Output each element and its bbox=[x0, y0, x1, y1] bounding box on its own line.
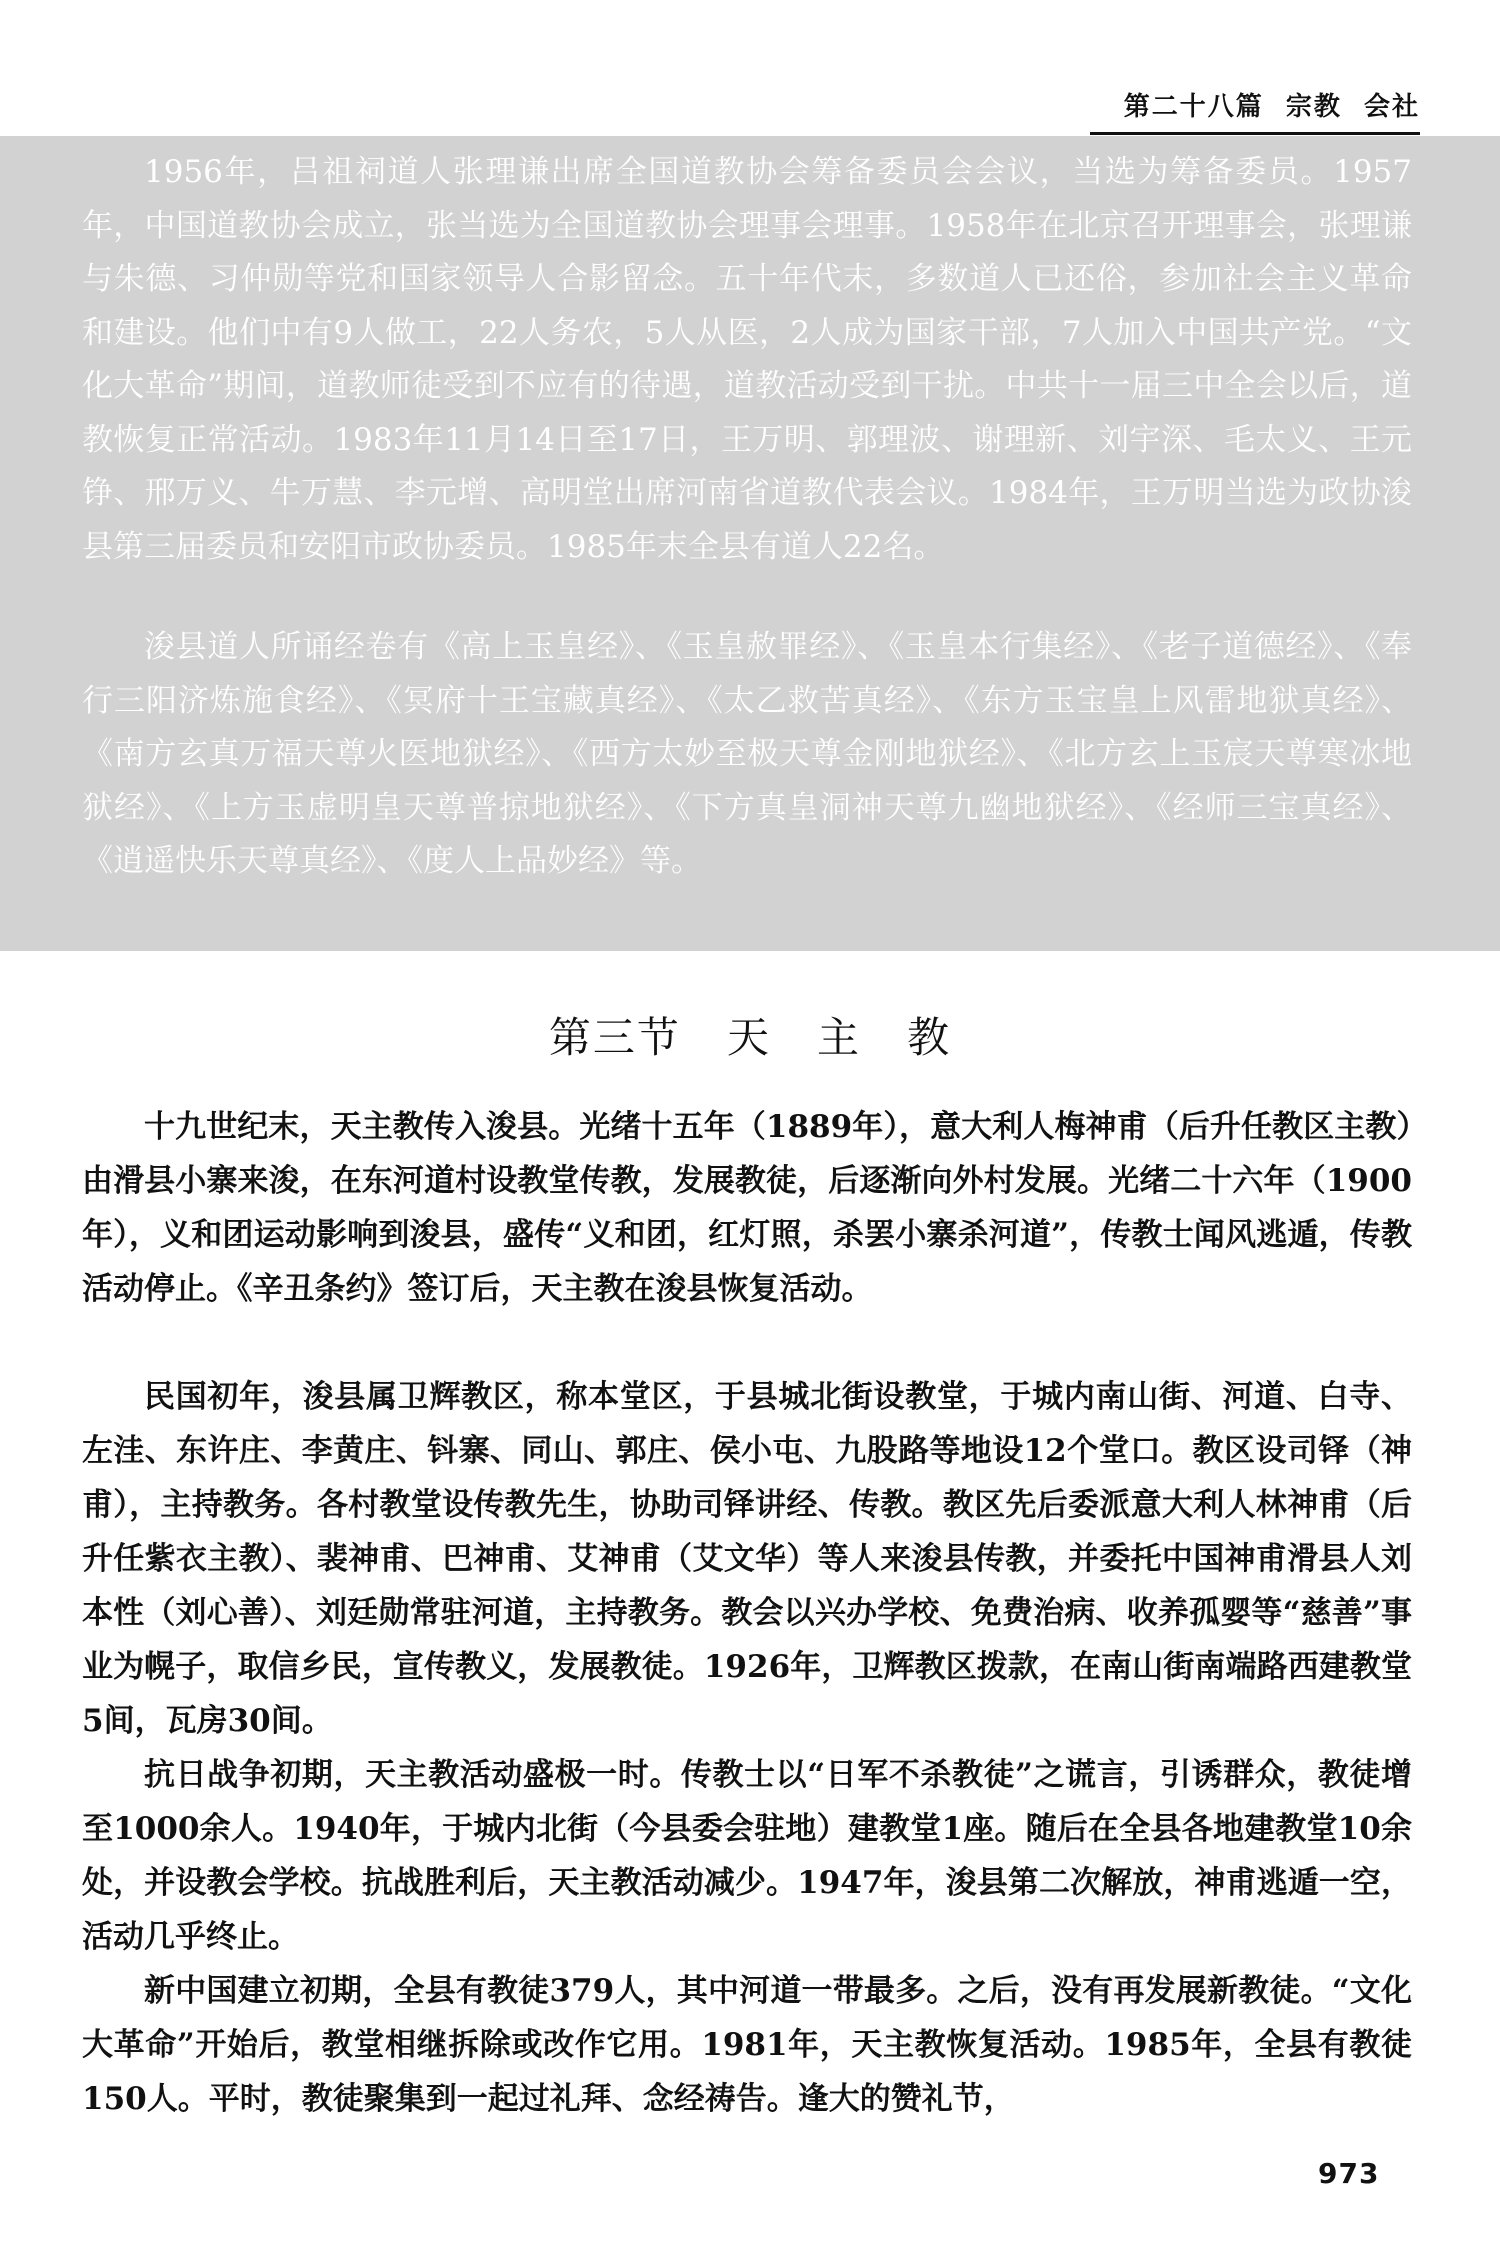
body-paragraph: 抗日战争初期，天主教活动盛极一时。传教士以“日军不杀教徒”之谎言，引诱群众，教徒增至1000余人。1940年，于城内北街（今县委会驻地）建教堂1座。随后在全县各地建教堂10余处，并设教会学校。抗战胜利后，天主教活动减少。1947年，浚县第二次解放，神甫逃遁一空，活动几乎终止。 bbox=[82, 1757, 1412, 1955]
section-title: 第三节 天 主 教 bbox=[548, 1013, 952, 1062]
body-paragraph: 民国初年，浚县属卫辉教区，称本堂区，于县城北街设教堂，于城内南山街、河道、白寺、左洼、东许庄、李黄庄、钭寨、同山、郭庄、侯小屯、九股路等地设12个堂口。教区设司铎（神甫），主持教务。各村教堂设传教先生，协助司铎讲经、传教。教区先后委派意大利人林神甫（后升任紫衣主教）、裴神甫、巴神甫、艾神甫（艾文华）等人来浚县传教，并委托中国神甫滑县人刘本性（刘心善）、刘廷勋常驻河道，主持教务。教会以兴办学校、免费治病、收养孤婴等“慈善”事业为幌子，取信乡民，宣传教义，发展教徒。1926年，卫辉教区拨款，在南山街南端路西建教堂5间，瓦房30间。 bbox=[82, 1379, 1412, 1739]
faded-paragraph: 浚县道人所诵经卷有《高上玉皇经》、《玉皇赦罪经》、《玉皇本行集经》、《老子道德经》、《奉行三阳济炼施食经》、《冥府十王宝藏真经》、《太乙救苦真经》、《东方玉宝皇上风雷地狱真经》、《南方玄真万福天尊火医地狱经》、《西方太妙至极天尊金刚地狱经》、《北方玄上玉宸天尊寒冰地狱经》、《上方玉虚明皇天尊普掠地狱经》、《下方真皇洞神天尊九幽地狱经》、《经师三宝真经》、《逍遥快乐天尊真经》、《度人上品妙经》等。 bbox=[82, 629, 1412, 879]
chapter-title: 第二十八篇 宗教 会社 bbox=[1123, 92, 1420, 122]
body-paragraph: 新中国建立初期，全县有教徒379人，其中河道一带最多。之后，没有再发展新教徒。“文化大革命”开始后，教堂相继拆除或改作它用。1981年，天主教恢复活动。1985年，全县有教徒150人。平时，教徒聚集到一起过礼拜、念经祷告。逢大的赞礼节， bbox=[82, 1973, 1412, 2117]
running-header bbox=[1090, 82, 1420, 135]
faded-paragraph: 1956年，吕祖祠道人张理谦出席全国道教协会筹备委员会会议，当选为筹备委员。1957年，中国道教协会成立，张当选为全国道教协会理事会理事。1958年在北京召开理事会，张理谦与朱德、习仲勋等党和国家领导人合影留念。五十年代末，多数道人已还俗，参加社会主义革命和建设。他们中有9人做工，22人务农，5人从医，2人成为国家干部，7人加入中国共产党。“文化大革命”期间，道教师徒受到不应有的待遇，道教活动受到干扰。中共十一届三中全会以后，道教恢复正常活动。1983年11月14日至17日，王万明、郭理波、谢理新、刘宇深、毛太义、王元铮、邢万义、牛万慧、李元增、高明堂出席河南省道教代表会议。1984年，王万明当选为政协浚县第三届委员和安阳市政协委员。1985年末全县有道人22名。 bbox=[82, 154, 1412, 565]
faded-text-region bbox=[0, 136, 1500, 951]
body-paragraph: 十九世纪末，天主教传入浚县。光绪十五年（1889年），意大利人梅神甫（后升任教区主教）由滑县小寨来浚，在东河道村设教堂传教，发展教徒，后逐渐向外村发展。光绪二十六年（1900年），义和团运动影响到浚县，盛传“义和团，红灯照，杀罢小寨杀河道”，传教士闻风逃遁，传教活动停止。《辛丑条约》签订后，天主教在浚县恢复活动。 bbox=[82, 1109, 1412, 1307]
page-number: 973 bbox=[1318, 2157, 1380, 2190]
